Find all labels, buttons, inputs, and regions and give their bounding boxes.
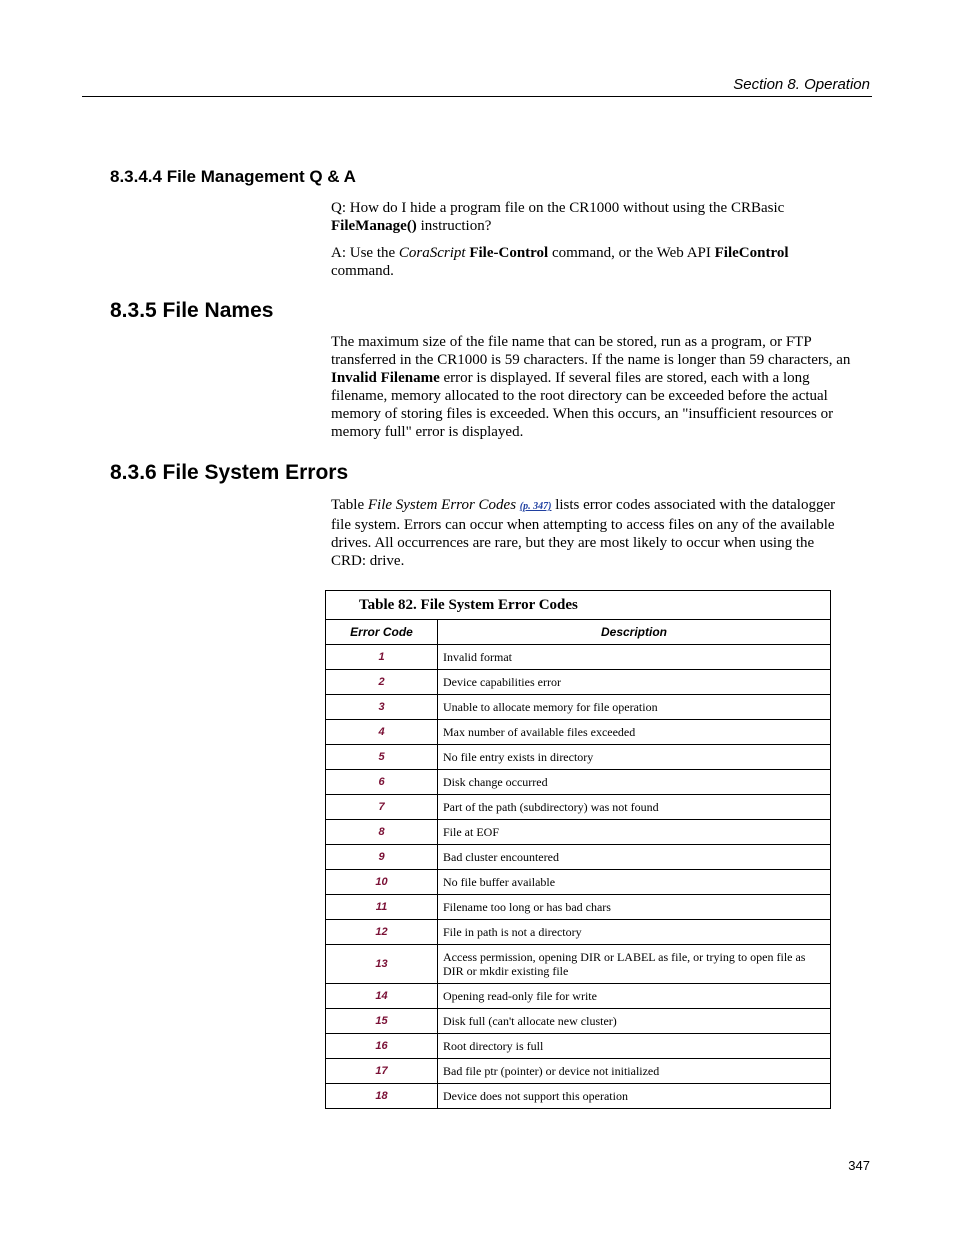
table-row [326, 695, 831, 720]
error-description-cell: Bad file ptr (pointer) or device not initialized [438, 1059, 831, 1084]
qa-body [331, 199, 851, 289]
table-row [326, 1034, 831, 1059]
error-code-cell: 11 [326, 895, 438, 920]
running-header: Section 8. Operation [733, 76, 870, 93]
error-description-cell: Device capabilities error [438, 670, 831, 695]
error-description-cell: Max number of available files exceeded [438, 720, 831, 745]
table-row [326, 645, 831, 670]
table-row [326, 920, 831, 945]
question-suffix: instruction? [416, 218, 492, 234]
answer-paragraph [331, 244, 851, 280]
error-code-cell: 15 [326, 1009, 438, 1034]
fs-errors-paragraph [331, 496, 851, 570]
error-code-cell: 2 [326, 670, 438, 695]
error-description-cell: File at EOF [438, 820, 831, 845]
fs-errors-text-end: lists error codes associated with the datalogger file system. Errors can occur when attempting to access files on any of the available drives. All occurrences are rare, but they are most likely to occur when using the CRD: drive. [331, 497, 836, 569]
error-description-cell: Device does not support this operation [438, 1084, 831, 1109]
table-body [326, 645, 831, 1109]
file-system-error-table [325, 590, 831, 1109]
error-code-cell: 16 [326, 1034, 438, 1059]
file-control-keyword: File-Control [469, 245, 549, 261]
answer-text: A: Use the [331, 245, 399, 261]
table-row [326, 870, 831, 895]
error-code-cell: 5 [326, 745, 438, 770]
file-names-body [331, 333, 851, 450]
table-row [326, 984, 831, 1009]
error-code-cell: 12 [326, 920, 438, 945]
column-header-error-code: Error Code [326, 620, 438, 645]
error-code-cell: 8 [326, 820, 438, 845]
header-rule [82, 96, 872, 97]
error-description-cell: No file buffer available [438, 870, 831, 895]
heading-file-management-qa: 8.3.4.4 File Management Q & A [110, 167, 356, 186]
table-reference: File System Error Codes [367, 497, 517, 513]
file-names-paragraph [331, 333, 851, 441]
error-code-cell: 3 [326, 695, 438, 720]
table-row [326, 770, 831, 795]
table-row [326, 720, 831, 745]
error-code-cell: 6 [326, 770, 438, 795]
column-header-description: Description [438, 620, 831, 645]
fs-errors-text: Table [331, 497, 368, 513]
invalid-filename-term: Invalid Filename [331, 370, 440, 386]
filecontrol-keyword: FileControl [714, 245, 789, 261]
page-number: 347 [848, 1158, 870, 1173]
table-row [326, 1084, 831, 1109]
file-names-text: The maximum size of the file name that can be stored, run as a program, or FTP transferred in the CR1000 is 59 characters. If the name is longer than 59 characters, an [331, 334, 851, 368]
error-code-cell: 7 [326, 795, 438, 820]
question-text: Q: How do I hide a program file on the CR1000 without using the CRBasic [331, 200, 785, 216]
error-description-cell: Access permission, opening DIR or LABEL as file, or trying to open file as DIR or mkdir existing file [438, 945, 831, 984]
error-description-cell: Opening read-only file for write [438, 984, 831, 1009]
answer-mid: command, or the Web API [548, 245, 715, 261]
table-row [326, 795, 831, 820]
error-description-cell: No file entry exists in directory [438, 745, 831, 770]
error-code-cell: 9 [326, 845, 438, 870]
table-row [326, 1059, 831, 1084]
error-code-cell: 4 [326, 720, 438, 745]
error-description-cell: Part of the path (subdirectory) was not found [438, 795, 831, 820]
error-description-cell: Disk full (can't allocate new cluster) [438, 1009, 831, 1034]
filemanage-keyword: FileManage() [331, 218, 417, 234]
table-row [326, 820, 831, 845]
fs-errors-body [331, 496, 851, 579]
error-description-cell: Root directory is full [438, 1034, 831, 1059]
error-description-cell: Invalid format [438, 645, 831, 670]
error-code-cell: 1 [326, 645, 438, 670]
error-code-cell: 18 [326, 1084, 438, 1109]
error-code-cell: 17 [326, 1059, 438, 1084]
error-description-cell: Unable to allocate memory for file operation [438, 695, 831, 720]
error-description-cell: Bad cluster encountered [438, 845, 831, 870]
file-names-text-end: error is displayed. If several files are stored, each with a long filename, memory allocated to the root directory can be exceeded before the actual memory of storing files is exceeded. When this occurs, an "insufficient resources or memory full" error is displayed. [331, 370, 834, 440]
error-code-cell: 10 [326, 870, 438, 895]
error-description-cell: File in path is not a directory [438, 920, 831, 945]
corascript-term: CoraScript [398, 245, 466, 261]
table-row [326, 1009, 831, 1034]
table-row [326, 745, 831, 770]
error-description-cell: Disk change occurred [438, 770, 831, 795]
error-code-cell: 14 [326, 984, 438, 1009]
error-code-cell: 13 [326, 945, 438, 984]
question-paragraph [331, 199, 851, 235]
answer-suffix: command. [331, 263, 394, 279]
heading-file-system-errors: 8.3.6 File System Errors [110, 461, 349, 484]
table-row [326, 845, 831, 870]
table-caption: Table 82. File System Error Codes [326, 591, 831, 620]
error-description-cell: Filename too long or has bad chars [438, 895, 831, 920]
table-row [326, 895, 831, 920]
heading-file-names: 8.3.5 File Names [110, 299, 274, 322]
table-row [326, 670, 831, 695]
page-reference-link[interactable]: (p. 347) [519, 501, 552, 512]
table-row [326, 945, 831, 984]
